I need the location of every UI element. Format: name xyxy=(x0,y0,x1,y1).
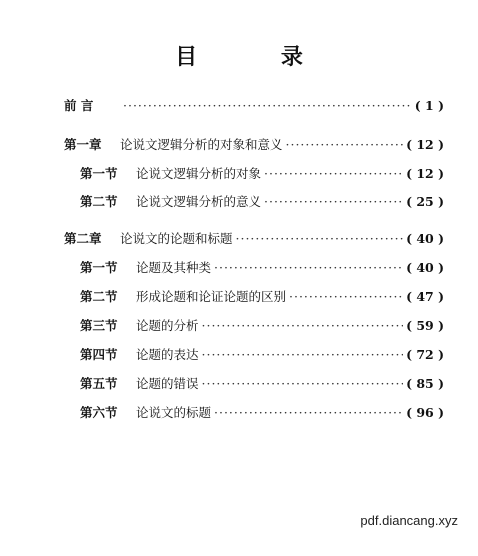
toc-entry-page: ( 1 ) xyxy=(414,98,444,113)
toc-entry-section-2-5[interactable] xyxy=(80,374,444,392)
toc-entry-title: 论说文逻辑分析的意义 xyxy=(136,194,262,209)
toc-entry-section-1-2[interactable] xyxy=(80,192,444,210)
toc-entry-label: 第三节 xyxy=(80,318,118,333)
toc-entry-title: 论说文逻辑分析的对象和意义 xyxy=(120,137,283,152)
toc-entry-page: ( 25 ) xyxy=(406,194,444,209)
toc-entry-label: 第二章 xyxy=(64,231,102,246)
toc-entry-page: ( 40 ) xyxy=(406,231,444,246)
toc-entry-title: 形成论题和论证论题的区别 xyxy=(136,289,287,304)
leader-dots xyxy=(289,289,403,304)
toc-entry-label: 第一章 xyxy=(64,137,102,152)
toc-entry-label: 第二节 xyxy=(80,194,118,209)
toc-entry-page: ( 47 ) xyxy=(406,289,444,304)
toc-entry-section-2-3[interactable] xyxy=(80,316,444,334)
toc-entry-label: 第二节 xyxy=(80,289,118,304)
toc-entry-label: 前 言 xyxy=(64,98,94,113)
leader-dots xyxy=(286,137,404,152)
toc-entry-page: ( 59 ) xyxy=(406,318,444,333)
toc-entry-chapter-1[interactable] xyxy=(64,135,444,153)
toc-entry-label: 第四节 xyxy=(80,347,118,362)
toc-entry-page: ( 72 ) xyxy=(406,347,444,362)
leader-dots xyxy=(202,318,404,333)
toc-entry-page: ( 96 ) xyxy=(406,405,444,420)
leader-dots xyxy=(202,347,404,362)
page-title: 目 录 xyxy=(175,44,341,70)
toc-entry-page: ( 12 ) xyxy=(406,137,444,152)
toc-entry-label: 第五节 xyxy=(80,376,118,391)
toc-entry-page: ( 12 ) xyxy=(406,166,444,181)
toc-entry-title: 论题的表达 xyxy=(136,347,199,362)
leader-dots xyxy=(214,260,403,275)
toc-entry-preface[interactable] xyxy=(64,96,444,114)
toc-entry-section-2-4[interactable] xyxy=(80,345,444,363)
watermark-url: pdf.diancang.xyz xyxy=(360,513,458,528)
leader-dots xyxy=(214,405,403,420)
leader-dots xyxy=(202,376,404,391)
toc-entry-title: 论题的分析 xyxy=(136,318,199,333)
toc-entry-chapter-2[interactable] xyxy=(64,229,444,247)
toc-entry-section-2-1[interactable] xyxy=(80,258,444,276)
toc-entry-label: 第六节 xyxy=(80,405,118,420)
leader-dots xyxy=(236,231,404,246)
toc-entry-section-2-6[interactable] xyxy=(80,403,444,421)
leader-dots xyxy=(264,166,403,181)
toc-entry-title: 论题的错误 xyxy=(136,376,199,391)
toc-entry-title: 论说文的论题和标题 xyxy=(120,231,233,246)
toc-entry-label: 第一节 xyxy=(80,166,118,181)
toc-entry-title: 论说文逻辑分析的对象 xyxy=(136,166,262,181)
toc-entry-page: ( 40 ) xyxy=(406,260,444,275)
toc-entry-page: ( 85 ) xyxy=(406,376,444,391)
leader-dots xyxy=(264,194,403,209)
toc-entry-section-2-2[interactable] xyxy=(80,287,444,305)
toc-entry-section-1-1[interactable] xyxy=(80,164,444,182)
leader-dots xyxy=(123,98,412,113)
toc-entry-title: 论说文的标题 xyxy=(136,405,212,420)
toc-entry-title: 论题及其种类 xyxy=(136,260,212,275)
toc-entry-label: 第一节 xyxy=(80,260,118,275)
